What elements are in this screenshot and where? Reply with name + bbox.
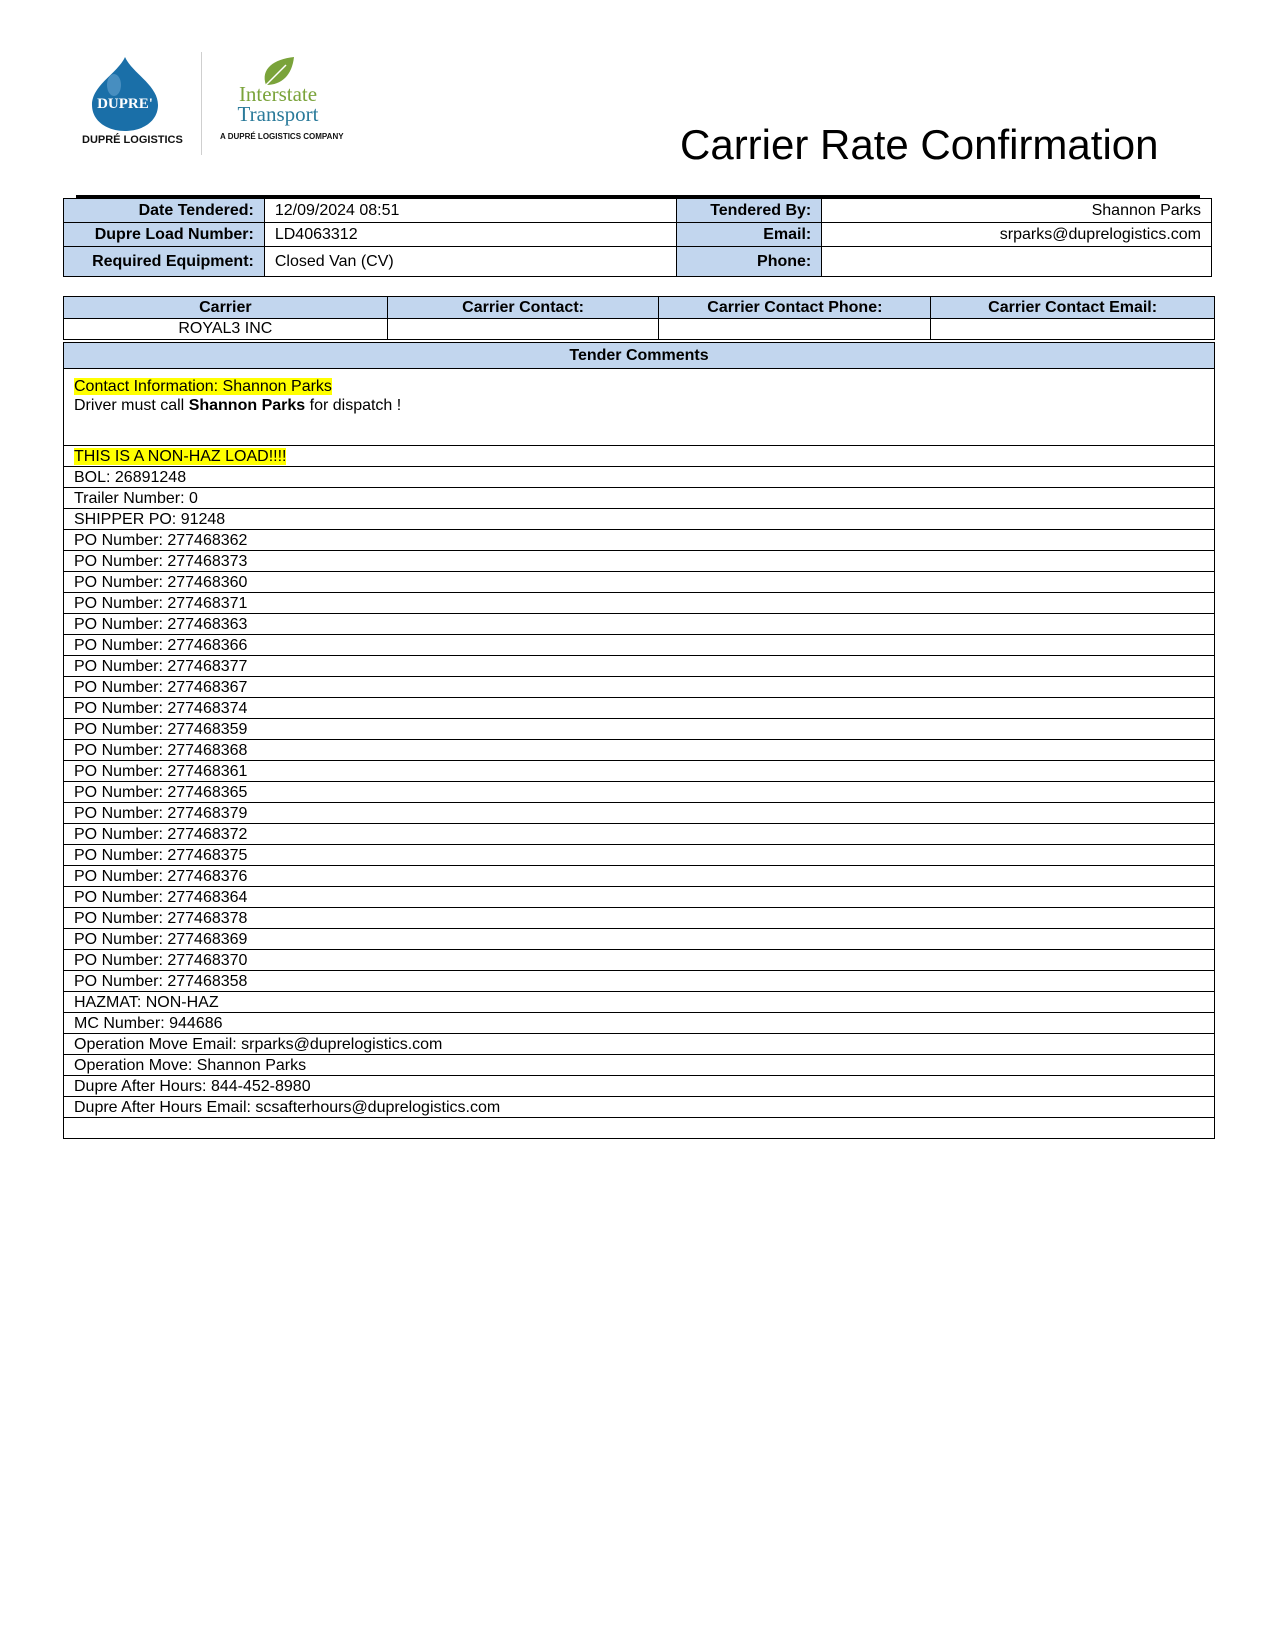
- svg-text:Interstate: Interstate: [238, 82, 318, 106]
- svg-text:Transport: Transport: [237, 102, 319, 126]
- comment-line: PO Number: 277468363: [64, 614, 1215, 635]
- carrier-header-row: [64, 297, 1215, 319]
- comment-row: [64, 677, 1215, 698]
- dupre-drop-icon: [92, 57, 158, 131]
- carrier-contact-phone-header: Carrier Contact Phone:: [659, 297, 931, 319]
- comment-line: PO Number: 277468372: [64, 824, 1215, 845]
- comment-row: [64, 1013, 1215, 1034]
- driver-instruction-suffix: for dispatch !: [305, 397, 402, 414]
- comment-row: [64, 509, 1215, 530]
- comment-row: [64, 992, 1215, 1013]
- carrier-contact-email-header: Carrier Contact Email:: [931, 297, 1215, 319]
- comment-line: Dupre After Hours: 844-452-8980: [64, 1076, 1215, 1097]
- driver-instruction-name: Shannon Parks: [188, 397, 306, 414]
- carrier-contact-email: [931, 319, 1215, 340]
- comment-line: PO Number: 277468368: [64, 740, 1215, 761]
- comment-row: [64, 530, 1215, 551]
- comment-row: [64, 824, 1215, 845]
- contact-info-text: Contact Information: Shannon Parks: [74, 378, 332, 395]
- comment-row: [64, 488, 1215, 509]
- comment-line: MC Number: 944686: [64, 1013, 1215, 1034]
- comment-row: [64, 1076, 1215, 1097]
- comment-row: [64, 887, 1215, 908]
- comment-row: [64, 971, 1215, 992]
- comment-row: [64, 866, 1215, 887]
- comments-header-row: [64, 343, 1215, 369]
- comment-row: [64, 782, 1215, 803]
- comment-line: [64, 1118, 1215, 1139]
- phone-value: [822, 247, 1212, 277]
- comment-line: PO Number: 277468362: [64, 530, 1215, 551]
- comment-line: PO Number: 277468371: [64, 593, 1215, 614]
- comment-line: PO Number: 277468376: [64, 866, 1215, 887]
- comment-line: PO Number: 277468365: [64, 782, 1215, 803]
- comment-line: Operation Move Email: srparks@duprelogistics.com: [64, 1034, 1215, 1055]
- non-haz-text: THIS IS A NON-HAZ LOAD!!!!: [74, 447, 287, 465]
- comment-line: PO Number: 277468367: [64, 677, 1215, 698]
- carrier-name: ROYAL3 INC: [64, 319, 388, 340]
- non-haz-cell: [64, 446, 1215, 467]
- carrier-contact: [387, 319, 659, 340]
- comment-row: [64, 1097, 1215, 1118]
- comment-line: PO Number: 277468364: [64, 887, 1215, 908]
- tender-comments-table: [63, 342, 1215, 1139]
- comment-line: PO Number: 277468359: [64, 719, 1215, 740]
- date-tendered-label: Date Tendered:: [64, 199, 265, 223]
- comment-row: [64, 761, 1215, 782]
- equipment-label: Required Equipment:: [64, 247, 265, 277]
- driver-instruction-prefix: Driver must call: [74, 397, 189, 414]
- comment-line: PO Number: 277468358: [64, 971, 1215, 992]
- comment-row: [64, 1055, 1215, 1076]
- comment-line: PO Number: 277468361: [64, 761, 1215, 782]
- tendered-by-value: Shannon Parks: [822, 199, 1212, 223]
- table-row: [64, 199, 1212, 223]
- svg-text:DUPRE': DUPRE': [97, 96, 153, 112]
- table-row: [64, 247, 1212, 277]
- svg-text:DUPRÉ LOGISTICS: DUPRÉ LOGISTICS: [82, 134, 183, 146]
- table-row: [64, 223, 1212, 247]
- equipment-value: Closed Van (CV): [264, 247, 677, 277]
- comment-line: PO Number: 277468374: [64, 698, 1215, 719]
- comment-row: [64, 635, 1215, 656]
- comment-line: SHIPPER PO: 91248: [64, 509, 1215, 530]
- carrier-contact-phone: [659, 319, 931, 340]
- comment-line: PO Number: 277468379: [64, 803, 1215, 824]
- comment-row: [64, 950, 1215, 971]
- comment-line: PO Number: 277468369: [64, 929, 1215, 950]
- comment-row: [64, 1118, 1215, 1139]
- comment-row: [64, 908, 1215, 929]
- comment-line: PO Number: 277468378: [64, 908, 1215, 929]
- comment-line: HAZMAT: NON-HAZ: [64, 992, 1215, 1013]
- carrier-header: Carrier: [64, 297, 388, 319]
- comment-row: [64, 740, 1215, 761]
- tender-info-table: [63, 198, 1212, 277]
- comment-row: [64, 593, 1215, 614]
- carrier-table: [63, 296, 1215, 340]
- comment-row: [64, 572, 1215, 593]
- tender-comments-heading: Tender Comments: [64, 343, 1215, 369]
- interstate-transport-logo: [220, 55, 370, 150]
- contact-info-row: [64, 369, 1215, 446]
- comment-line: PO Number: 277468370: [64, 950, 1215, 971]
- page-title: Carrier Rate Confirmation: [680, 121, 1159, 168]
- comment-row: [64, 656, 1215, 677]
- load-number-value: LD4063312: [264, 223, 677, 247]
- email-label: Email:: [677, 223, 822, 247]
- comment-row: [64, 929, 1215, 950]
- comment-row: [64, 614, 1215, 635]
- date-tendered-value: 12/09/2024 08:51: [264, 199, 677, 223]
- comment-line: BOL: 26891248: [64, 467, 1215, 488]
- comment-row: [64, 803, 1215, 824]
- tendered-by-label: Tendered By:: [677, 199, 822, 223]
- comment-line: PO Number: 277468360: [64, 572, 1215, 593]
- svg-text:A DUPRÉ LOGISTICS COMPANY: A DUPRÉ LOGISTICS COMPANY: [220, 132, 344, 141]
- load-number-label: Dupre Load Number:: [64, 223, 265, 247]
- phone-label: Phone:: [677, 247, 822, 277]
- comment-line: PO Number: 277468375: [64, 845, 1215, 866]
- contact-info-cell: [64, 369, 1215, 446]
- comment-row: [64, 698, 1215, 719]
- logo-divider: [201, 52, 202, 155]
- email-value: srparks@duprelogistics.com: [822, 223, 1212, 247]
- non-haz-row: [64, 446, 1215, 467]
- comment-row: [64, 1034, 1215, 1055]
- comment-line: PO Number: 277468373: [64, 551, 1215, 572]
- carrier-value-row: [64, 319, 1215, 340]
- comment-line: Dupre After Hours Email: scsafterhours@duprelogistics.com: [64, 1097, 1215, 1118]
- comment-row: [64, 719, 1215, 740]
- comment-line: Operation Move: Shannon Parks: [64, 1055, 1215, 1076]
- comment-line: PO Number: 277468377: [64, 656, 1215, 677]
- dupre-logistics-logo: [78, 55, 188, 150]
- comment-row: [64, 845, 1215, 866]
- comment-row: [64, 551, 1215, 572]
- comment-line: Trailer Number: 0: [64, 488, 1215, 509]
- comment-line: PO Number: 277468366: [64, 635, 1215, 656]
- comment-row: [64, 467, 1215, 488]
- carrier-contact-header: Carrier Contact:: [387, 297, 659, 319]
